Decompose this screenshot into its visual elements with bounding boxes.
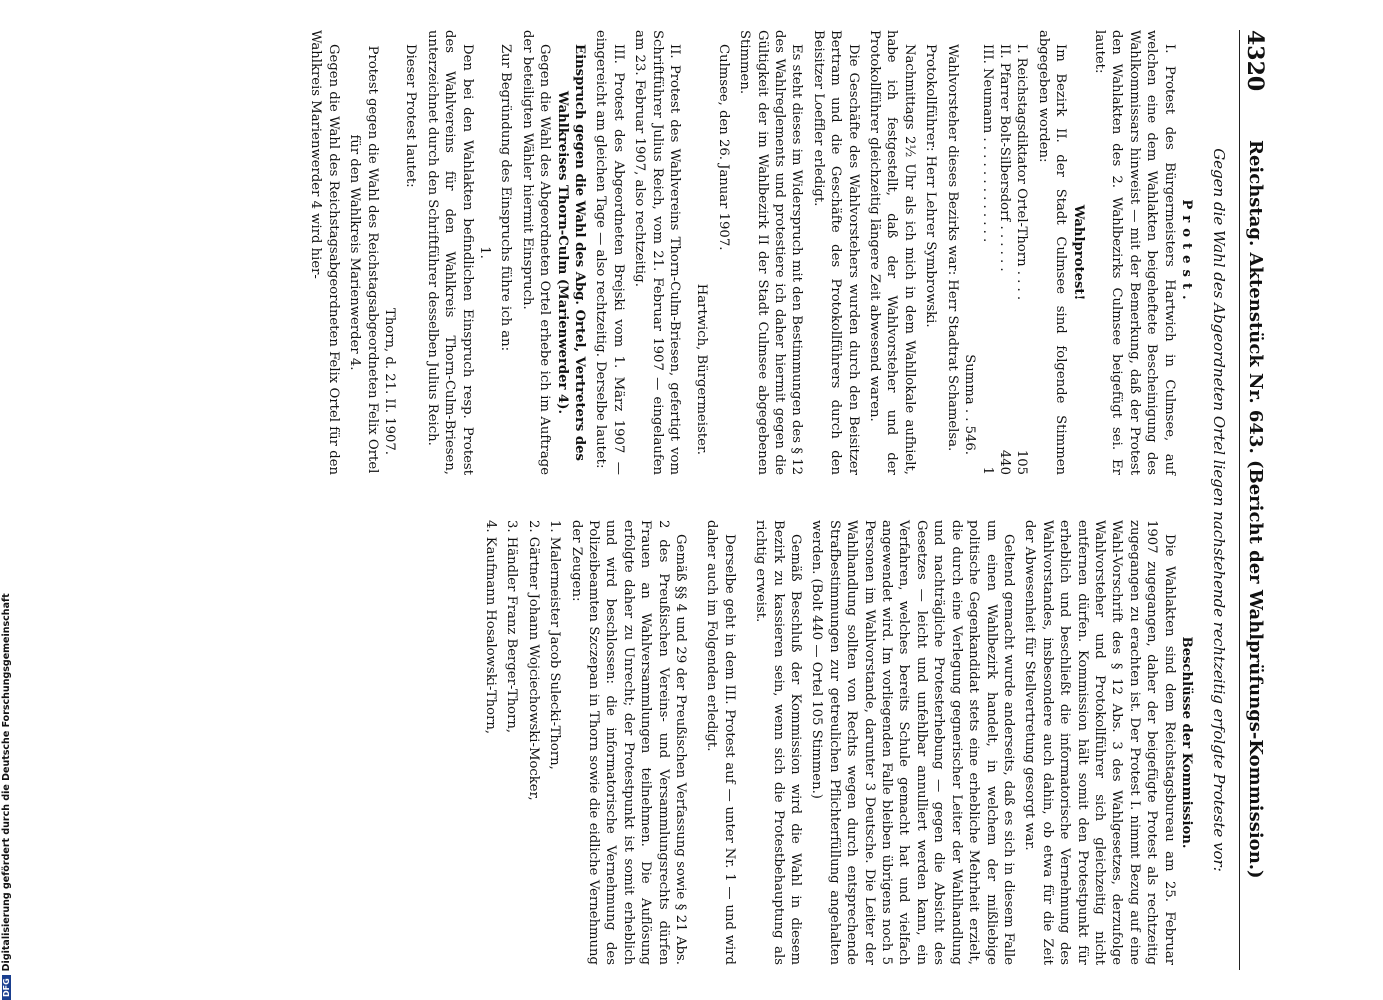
vote-row: I. Reichstagsdiktator Ortel-Thorn . . . . 105: [1014, 44, 1030, 475]
place-date: Culmsee, den 26. Januar 1907.: [715, 44, 731, 251]
section-number: 1.: [476, 246, 492, 259]
page-number: 4320: [1242, 30, 1268, 92]
protest-heading: Protest.: [1179, 199, 1194, 306]
intro-line: Gegen die Wahl des Abgeordneten Ortel liegen nachstehende rechtzeitig erfolgte Proteste vor:: [1210, 148, 1228, 872]
signature: Hartwich, Bürgermeister.: [694, 283, 710, 455]
kommission-heading: Beschlüsse der Kommission.: [1179, 636, 1194, 849]
paragraph: I. Protest des Bürgermeisters Hartwich in Culmsee, auf welchen eine dem Wahlakten beigeheftete Bescheinigung des Wahlkommissars hinweist — mit der Bemerkung, daß der Protest den Wahlakten des 2. Wahlbezirks Culmsee beigefügt sei. Er lautet:: [1091, 30, 1177, 475]
witness-item: 1. Malermeister Jacob Sulecki-Thorn,: [547, 520, 563, 770]
paragraph: Derselbe geht in dem III. Protest auf — unter Nr. 1 — und wird daher auch im Folgenden erledigt.: [704, 520, 737, 965]
place-date: Thorn, d. 21. II. 1907.: [381, 308, 397, 455]
einspruch-heading: Einspruch gegen die Wahl des Abg. Ortel, Vertreters des Wahlkreises Thorn-Culm (Marienwerder 4).: [554, 44, 587, 461]
paragraph: Zur Begründung des Einspruchs führe ich an:: [498, 44, 514, 352]
paragraph: Dieser Protest lautet:: [403, 44, 419, 188]
paragraph: Protokollführer: Herr Lehrer Symbrowski.: [923, 44, 939, 328]
paragraph: III. Protest des Abgeordneten Brejski vom 1. März 1907 — eingereicht am gleichen Tage — also rechtzeitig. Derselbe lautet:: [593, 30, 626, 475]
paragraph: Wahlvorsteher dieses Bezirks war: Herr Stadtrat Schamelsa.: [944, 44, 960, 452]
paragraph: Es steht dieses im Widerspruch mit den Bestimmungen des § 12 des Wahlreglements und protestiere ich daher hiermit gegen die Gültigkeit der im Wahlbezirk II der Stadt Culmsee abgegebenen Stimmen.: [737, 30, 805, 475]
paragraph: Gemäß Beschluß der Kommission wird die Wahl in diesem Bezirk zu kassieren sein, wenn sich die Protestbehauptung als richtig erweist.: [753, 520, 804, 965]
paragraph: Die Geschäfte des Wahlvorstehers wurden durch den Beisitzer Bertram und die Geschäfte des Protokollführers durch den Beisitzer Loeffler erledigt.: [810, 30, 861, 475]
vote-row: III. Neumann . . . . . . . . . . . . . 1: [979, 44, 995, 475]
page-title: Reichstag. Aktenstück Nr. 643. (Bericht der Wahlprüfungs-Kommission.): [1245, 140, 1266, 879]
right-column: [478, 520, 1195, 965]
witness-item: 2. Gärtner Johann Wojciechowski-Mocker,: [525, 520, 541, 801]
witness-item: 3. Händler Franz Berger-Thorn,: [504, 520, 520, 734]
paragraph: Gegen die Wahl des Reichstagsabgeordneten Felix Ortel für den Wahlkreis Marienwerder 4 wird hier-: [308, 30, 341, 475]
left-column: [303, 30, 1195, 475]
vote-row: II. Pfarrer Bolt-Silbersdorf . . . . . . 440: [996, 44, 1012, 475]
paragraph: II. Protest des Wahlvereins Thorn-Culm-Briesen, gefertigt vom Schriftführer Julius Reich, vom 21. Februar 1907 — eingelaufen am 23. Februar 1907, also rechtzeitig.: [632, 30, 683, 475]
funding-notice: [1, 0, 15, 1000]
paragraph: Den bei den Wahlakten befindlichen Einspruch resp. Protest des Wahlvereins für den Wahlkreis Thorn-Culm-Briesen, unterzeichnet durch den Schriftführer desselben Julius Reich.: [424, 30, 475, 475]
page-header: [1239, 30, 1270, 970]
witness-item: 4. Kaufmann Hosalowski-Thorn,: [482, 520, 498, 735]
paragraph: Gemäß §§ 4 und 29 der Preußischen Verfassung sowie § 21 Abs. 2 des Preußischen Vereins- und Versammlungsrechts dürfen Frauen an Wahlversammlungen teilnehmen. Die Auflösung erfolgte daher zu Unrecht; der Protestpunkt ist somit erheblich und wird beschlossen: die informatorische Vernehmung des Polizeibeamten Szczepan in Thorn sowie die eidliche Vernehmung der Zeugen:: [568, 520, 689, 965]
wahlprotest-heading: Wahlprotest!: [1070, 204, 1086, 301]
paragraph: Geltend gemacht wurde anderseits, daß es sich in diesem Falle um einen Wahlbezirk handelt, in welchem der mißliebige politische Gegenkandidat stets eine erhebliche Mehrheit erzielt, die durch eine Verlegung gegnerischer Leiter der Wahlhandlung und nachträgliche Protesterhebung — gegen die Absicht des Gesetzes — leicht und unfehlbar annulliert werden kann, ein Verfahren, welches bereits Schule gemacht hat und vielfach angewendet wird. Im vorliegenden Falle bleiben übrigens noch 5 Personen im Wahlvorstande, darunter 3 Deutsche. Die Leiter der Wahlhandlung sollten von Rechts wegen durch entsprechende Strafbestimmungen zur getreulichen Pflichterfüllung angehalten werden. (Bolt 440 — Ortel 105 Stimmen.): [809, 520, 1016, 965]
vote-sum: Summa . . 546.: [962, 354, 978, 455]
paragraph: Gegen die Wahl des Abgeordneten Ortel erhebe ich im Auftrage der beteiligten Wähler hiermit Einspruch.: [519, 30, 553, 475]
paragraph: Die Wahlakten sind dem Reichstagsbureau am 25. Februar 1907 zugegangen, daher der beigefügte Protest als rechtzeitig zugegangen zu erachten ist. Der Protest I. nimmt Bezug auf eine Wahl-Vorschrift des § 12 Abs. 3 des Wahlgesetzes, derzufolge Wahlvorsteher und Protokollführer sich gleichzeitig nicht entfernen dürfen. Kommission hält somit den Protestpunkt für erheblich und beschließt die informatorische Vernehmung des Wahlvorstandes, insbesondere auch dahin, ob etwa für die Zeit der Abwesenheit für Stellvertretung gesorgt war.: [1022, 520, 1177, 965]
paragraph: Protest gegen die Wahl des Reichstagsabgeordneten Felix Ortel für den Wahlkreis Marienwerder 4.: [347, 45, 380, 474]
paragraph: Im Bezirk II. der Stadt Culmsee sind folgende Stimmen abgegeben worden:: [1035, 30, 1069, 475]
dfg-logo-icon: DFG: [2, 975, 11, 1000]
paragraph: Nachmittags 2½ Uhr als ich mich in dem Wahllokale aufhielt, habe ich festgestellt, daß der Wahlvorsteher und der Protokollführer gleichzeitig längere Zeit abwesend waren.: [867, 30, 917, 475]
funding-text: Digitalisierung gefördert durch die Deutsche Forschungsgemeinschaft: [1, 593, 12, 972]
